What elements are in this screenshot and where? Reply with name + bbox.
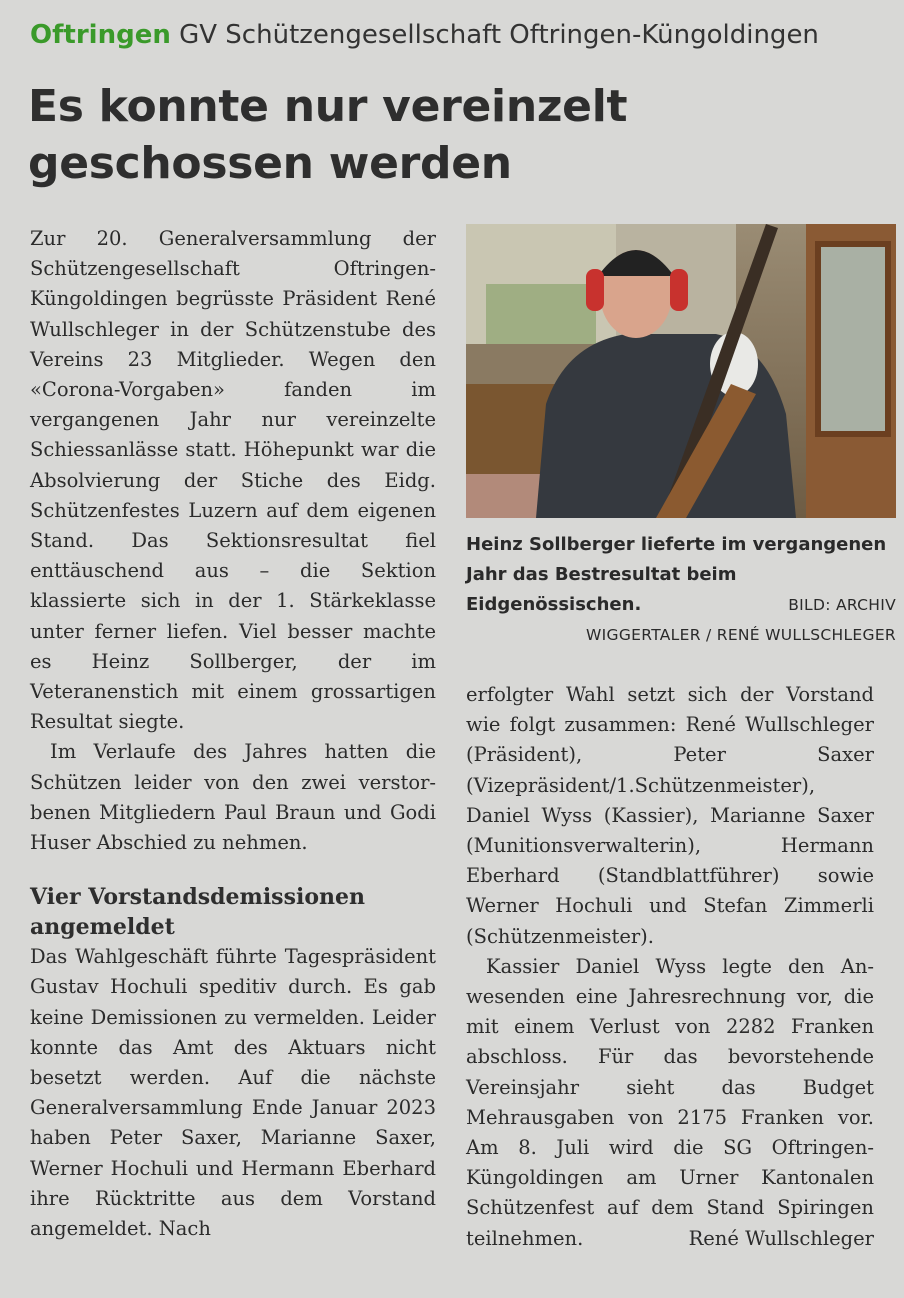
paragraph-finances: [466, 952, 874, 1254]
paragraph-board: erfolgter Wahl setzt sich der Vorstand wie folgt zusammen: René Wullschleger (Präsident), Peter Saxer (Vizepräsident/1.Schützenmeister), Daniel Wyss (Kassier), Marianne Saxer (Munitionsverwalterin), Hermann Eberhard (Standblattführer) sowie Werner Hochuli und Stefan Zimmerli (Schützenmeister).: [466, 683, 874, 948]
caption-text: Heinz Sollberger lieferte im vergangenen Jahr das Bestresultat beim Eidgenössischen.: [466, 534, 887, 615]
article-kicker: [30, 20, 819, 50]
text-column-1: [30, 224, 436, 1244]
headline-line-1: Es konnte nur vereinzelt: [28, 81, 628, 132]
paragraph-elections: Das Wahlgeschäft führte Tagespräsident Gustav Hochuli speditiv durch. Es gab keine Demissionen zu vermelden. Leider konnte das Amt des Aktuars nicht besetzt werden. Auf die nächste Generalversammlung Ende Januar 2023 haben Peter Saxer, Marianne Saxer, Werner Hochuli und Hermann Eberhard ihre Rücktritte aus dem Vorstand angemeldet. Nach: [30, 945, 436, 1241]
headline: [28, 78, 878, 192]
shooter-photo-illustration: [466, 224, 896, 518]
photo-credit-line-1: BILD: ARCHIV: [788, 596, 896, 614]
kicker-place: Oftringen: [30, 20, 171, 50]
headline-line-2: geschossen werden: [28, 138, 512, 189]
photo-credit-line-2: WIGGERTALER / RENÉ WULLSCHLEGER: [586, 626, 896, 644]
article-photo: [466, 224, 896, 518]
author-signature: René Wullschleger: [688, 1226, 874, 1250]
photo-caption: [466, 530, 896, 650]
kicker-organisation: GV Schützengesellschaft Oftringen-Küngoldingen: [179, 20, 819, 50]
paragraph-intro: Zur 20. Generalversammlung der Schützengesellschaft Oftringen-Küngoldingen begrüsste Präsident René Wullschleger in der Schützenstube des Vereins 23 Mitglieder. Wegen den «Corona-Vorgaben» fanden im vergangenen Jahr nur vereinzelte Schiessanlässe statt. Höhepunkt war die Absolvierung der Stiche des Eidg. Schützenfestes Luzern auf dem eigenen Stand. Das Sektionsresultat fiel enttäuschend aus – die Sektion klassierte sich in der 1. Stärkeklasse unter ferner liefen. Viel besser machte es Heinz Sollberger, der im Veteranenstich mit einem grossartigen Resultat siegte.: [30, 227, 436, 734]
text-column-2: [466, 680, 874, 1254]
finances-text: Kassier Daniel Wyss legte den Anwesenden eine Jahresrechnung vor, die mit einem Verlust von 2282 Franken abschloss. Für das bevorstehende Vereinsjahr sieht das Budget Mehrausgaben von 2175 Franken vor. Am 8. Juli wird die SG Oftringen-Küngoldingen am Urner Kantonalen Schützenfest auf dem Stand Spiringen teilnehmen.: [466, 954, 874, 1250]
subheading: Vier Vorstandsdemissionen angemeldet: [30, 884, 365, 941]
paragraph-obituary: Im Verlaufe des Jahres hatten die Schützen leider von den zwei verstorbenen Mitgliedern Paul Braun und Godi Huser Abschied zu nehmen.: [30, 740, 436, 855]
